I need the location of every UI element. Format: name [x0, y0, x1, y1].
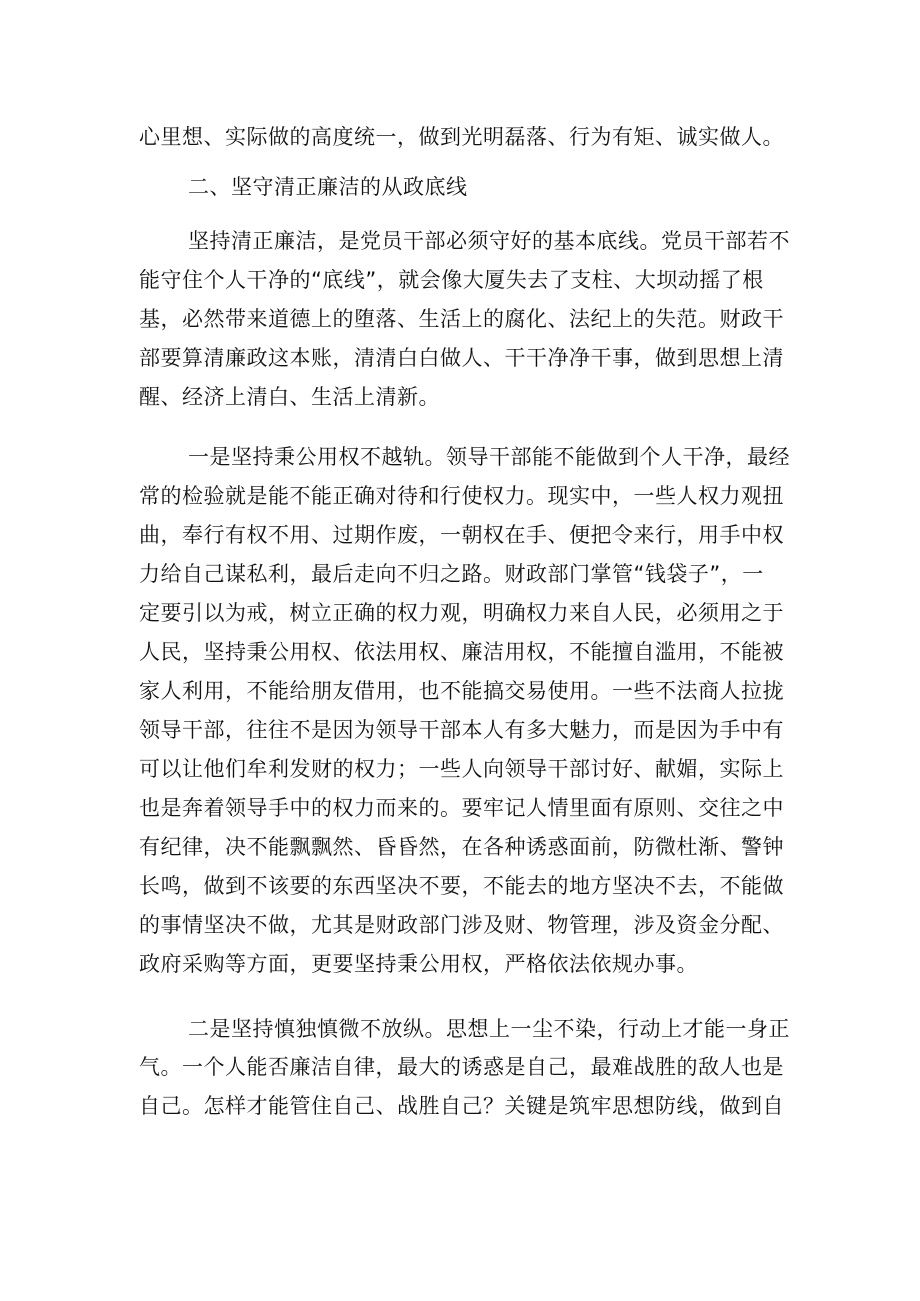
text-line: 部要算清廉政这本账，清清白白做人、干干净净干事，做到思想上清	[139, 346, 784, 370]
text-line: 的事情坚决不做，尤其是财政部门涉及财、物管理，涉及资金分配、	[139, 913, 784, 937]
text-line: 曲，奉行有权不用、过期作废，一朝权在手、便把令来行，用手中权	[139, 523, 784, 547]
text-line: 一是坚持秉公用权不越轨。领导干部能不能做到个人干净，最经	[188, 445, 790, 469]
text-line: 也是奔着领导手中的权力而来的。要牢记人情里面有原则、交往之中	[139, 796, 784, 820]
text-line: 家人利用，不能给朋友借用，也不能搞交易使用。一些不法商人拉拢	[139, 679, 784, 703]
text-line: 能守住个人干净的“底线”，就会像大厦失去了支柱、大坝动摇了根	[139, 268, 764, 292]
text-line: 定要引以为戒，树立正确的权力观，明确权力来自人民，必须用之于	[139, 601, 784, 625]
text-line: 气。一个人能否廉洁自律，最大的诱惑是自己，最难战胜的敌人也是	[139, 1055, 784, 1079]
text-line: 力给自己谋私利，最后走向不归之路。财政部门掌管“钱袋子”，一	[139, 562, 764, 586]
text-line: 领导干部，往往不是因为领导干部本人有多大魅力，而是因为手中有	[139, 718, 784, 742]
text-line: 坚持清正廉洁，是党员干部必须守好的基本底线。党员干部若不	[188, 229, 790, 253]
text-line: 醒、经济上清白、生活上清新。	[139, 385, 440, 409]
text-line: 可以让他们牟利发财的权力；一些人向领导干部讨好、献媚，实际上	[139, 757, 784, 781]
text-line: 人民，坚持秉公用权、依法用权、廉洁用权，不能擅自滥用，不能被	[139, 640, 784, 664]
text-line: 长鸣，做到不该要的东西坚决不要，不能去的地方坚决不去，不能做	[139, 874, 784, 898]
text-line: 自己。怎样才能管住自己、战胜自己？关键是筑牢思想防线，做到自	[139, 1094, 784, 1118]
section-heading: 二、坚守清正廉洁的从政底线	[188, 175, 468, 199]
text-line: 有纪律，决不能飘飘然、昏昏然，在各种诱惑面前，防微杜渐、警钟	[139, 835, 784, 859]
text-line: 心里想、实际做的高度统一，做到光明磊落、行为有矩、诚实做人。	[139, 125, 784, 149]
text-line: 基，必然带来道德上的堕落、生活上的腐化、法纪上的失范。财政干	[139, 307, 784, 331]
text-line: 二是坚持慎独慎微不放纵。思想上一尘不染，行动上才能一身正	[188, 1017, 790, 1041]
text-line: 常的检验就是能不能正确对待和行使权力。现实中，一些人权力观扭	[139, 484, 784, 508]
text-line: 政府采购等方面，更要坚持秉公用权，严格依法依规办事。	[139, 952, 698, 976]
